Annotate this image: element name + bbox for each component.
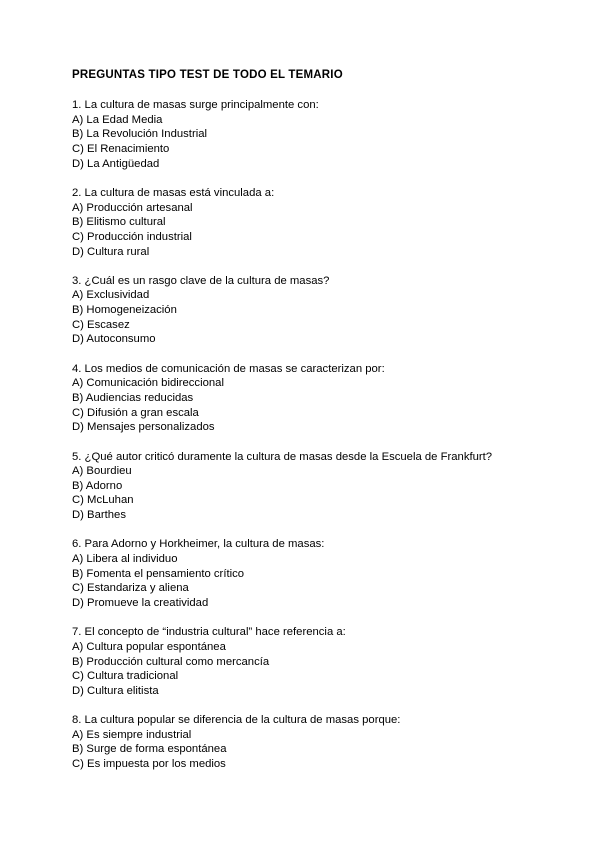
question-1 bbox=[72, 98, 572, 171]
question-6 bbox=[72, 537, 572, 610]
option-d: D) Cultura rural bbox=[72, 245, 150, 258]
option-b: B) Homogeneización bbox=[72, 304, 177, 317]
option-a: A) La Edad Media bbox=[72, 113, 163, 126]
option-a: A) Es siempre industrial bbox=[72, 728, 192, 741]
option-c: C) Estandariza y aliena bbox=[72, 582, 189, 595]
option-d: D) Autoconsumo bbox=[72, 333, 156, 346]
option-d: D) Barthes bbox=[72, 509, 126, 522]
option-d: D) Promueve la creatividad bbox=[72, 597, 209, 609]
question-text: 6. Para Adorno y Horkheimer, la cultura de masas: bbox=[72, 538, 325, 551]
option-b: B) Surge de forma espontánea bbox=[72, 743, 227, 756]
option-a: A) Bourdieu bbox=[72, 465, 132, 478]
option-c: C) McLuhan bbox=[72, 494, 134, 507]
option-c: C) Es impuesta por los medios bbox=[72, 758, 226, 771]
question-list bbox=[72, 98, 572, 786]
option-d: D) Cultura elitista bbox=[72, 684, 159, 697]
question-text: 8. La cultura popular se diferencia de la cultura de masas porque: bbox=[72, 714, 401, 727]
option-c: C) Difusión a gran escala bbox=[72, 406, 199, 419]
option-b: B) Elitismo cultural bbox=[72, 216, 166, 229]
option-a: A) Comunicación bidireccional bbox=[72, 377, 224, 390]
option-b: B) Fomenta el pensamiento crítico bbox=[72, 567, 245, 580]
question-5 bbox=[72, 450, 572, 523]
option-c: C) Cultura tradicional bbox=[72, 670, 179, 683]
option-a: A) Producción artesanal bbox=[72, 201, 193, 214]
question-2 bbox=[72, 186, 572, 259]
document-title: PREGUNTAS TIPO TEST DE TODO EL TEMARIO bbox=[72, 69, 343, 81]
option-b: B) Producción cultural como mercancía bbox=[72, 655, 270, 668]
option-c: C) El Renacimiento bbox=[72, 142, 170, 155]
option-c: C) Producción industrial bbox=[72, 230, 192, 243]
question-text: 2. La cultura de masas está vinculada a: bbox=[72, 186, 275, 199]
question-text: 7. El concepto de “industria cultural” hace referencia a: bbox=[72, 626, 346, 639]
question-text: 5. ¿Qué autor criticó duramente la cultura de masas desde la Escuela de Frankfurt? bbox=[72, 450, 493, 463]
option-d: D) La Antigüedad bbox=[72, 157, 160, 170]
question-text: 1. La cultura de masas surge principalmente con: bbox=[72, 99, 319, 111]
question-7 bbox=[72, 625, 572, 698]
option-b: B) La Revolución Industrial bbox=[72, 128, 208, 141]
option-d: D) Mensajes personalizados bbox=[72, 421, 215, 434]
question-3 bbox=[72, 274, 572, 347]
option-c: C) Escasez bbox=[72, 318, 130, 331]
question-text: 4. Los medios de comunicación de masas se caracterizan por: bbox=[72, 362, 385, 375]
option-a: A) Exclusividad bbox=[72, 289, 150, 302]
question-8 bbox=[72, 713, 572, 772]
option-a: A) Libera al individuo bbox=[72, 553, 178, 566]
option-b: B) Audiencias reducidas bbox=[72, 391, 194, 404]
option-a: A) Cultura popular espontánea bbox=[72, 640, 226, 653]
question-text: 3. ¿Cuál es un rasgo clave de la cultura de masas? bbox=[72, 274, 330, 287]
question-4 bbox=[72, 362, 572, 435]
option-b: B) Adorno bbox=[72, 479, 123, 492]
